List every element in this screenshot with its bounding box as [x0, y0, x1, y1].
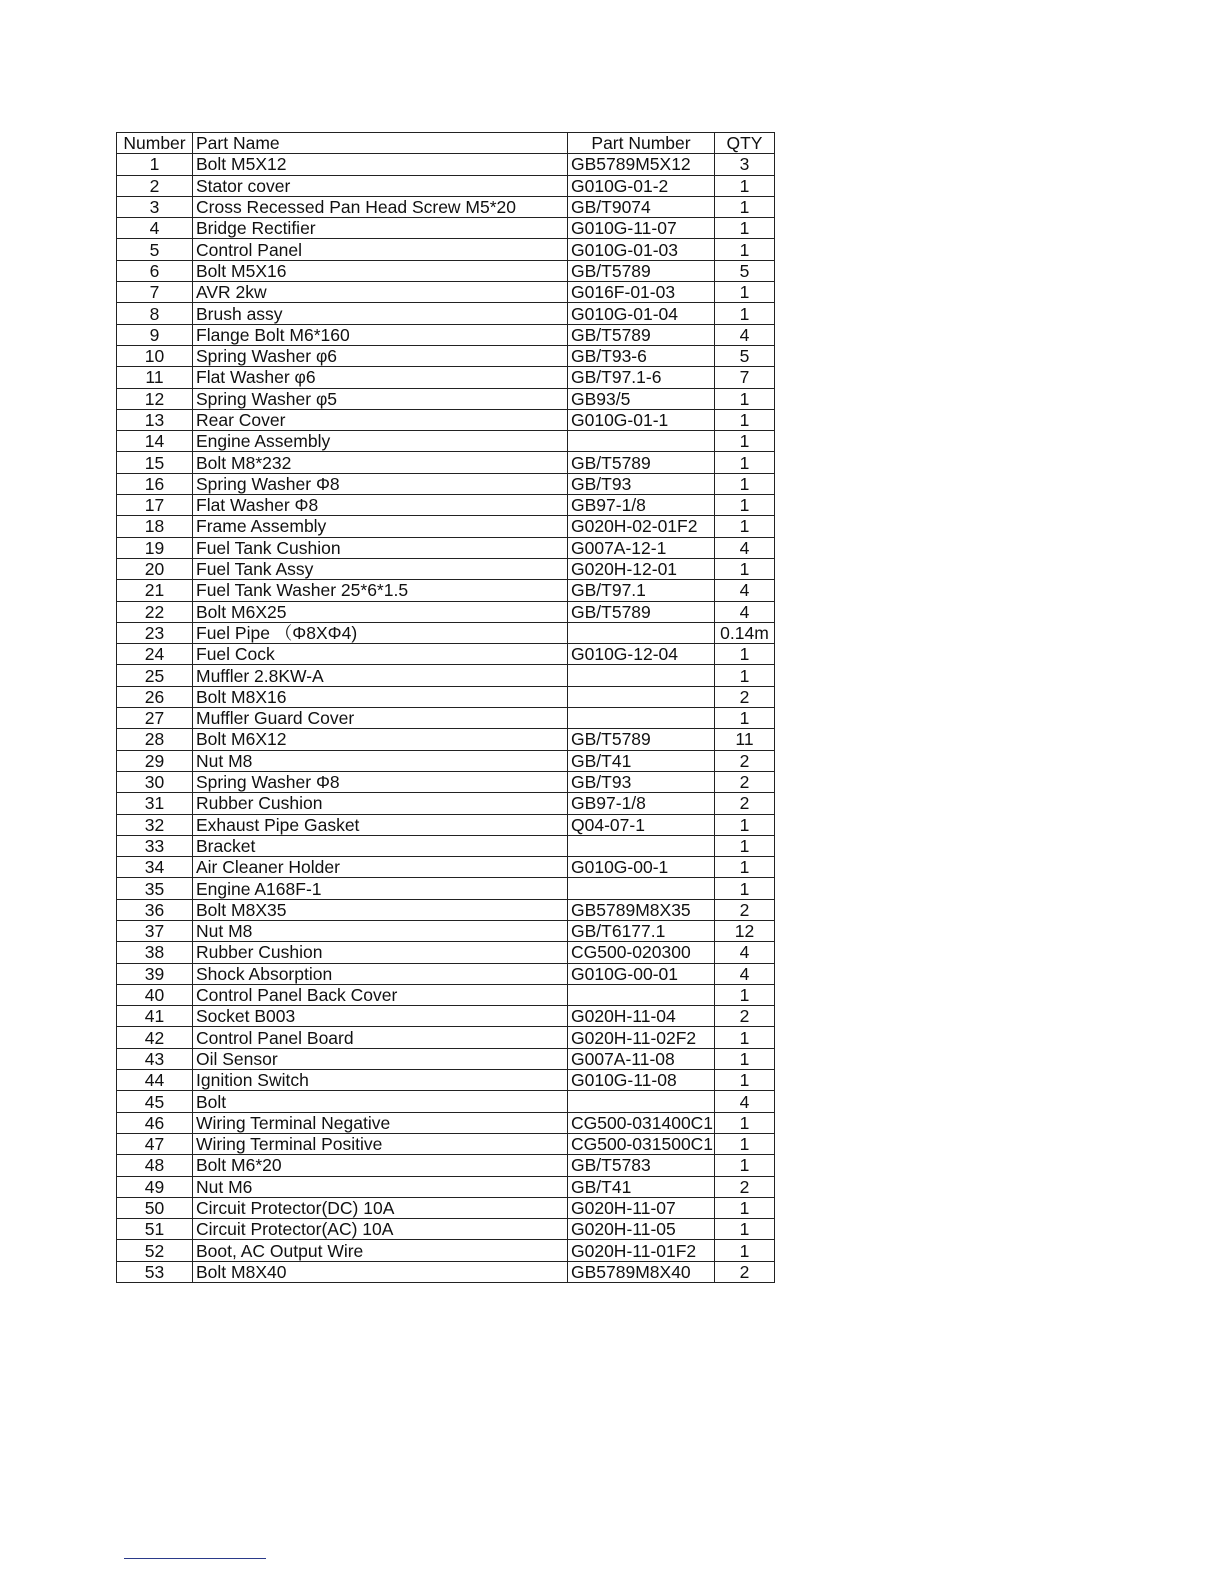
cell-part-name: Bridge Rectifier — [193, 218, 568, 239]
cell-qty: 2 — [715, 793, 775, 814]
table-row — [117, 1133, 775, 1154]
cell-number: 16 — [117, 473, 193, 494]
cell-part-number: GB/T9074 — [568, 196, 715, 217]
cell-qty: 1 — [715, 218, 775, 239]
cell-qty: 4 — [715, 537, 775, 558]
table-row — [117, 1048, 775, 1069]
cell-part-number: G007A-11-08 — [568, 1048, 715, 1069]
cell-number: 38 — [117, 942, 193, 963]
table-row — [117, 495, 775, 516]
cell-number: 18 — [117, 516, 193, 537]
table-row — [117, 984, 775, 1005]
cell-number: 35 — [117, 878, 193, 899]
cell-part-number: G020H-11-07 — [568, 1197, 715, 1218]
cell-part-number — [568, 878, 715, 899]
table-row — [117, 196, 775, 217]
cell-qty: 1 — [715, 1048, 775, 1069]
cell-part-number: CG500-031500C1 — [568, 1133, 715, 1154]
cell-part-name: Wiring Terminal Positive — [193, 1133, 568, 1154]
cell-qty: 4 — [715, 963, 775, 984]
cell-number: 33 — [117, 835, 193, 856]
table-row — [117, 644, 775, 665]
cell-part-number: G010G-12-04 — [568, 644, 715, 665]
table-row — [117, 1091, 775, 1112]
cell-part-number: G010G-01-1 — [568, 409, 715, 430]
cell-part-number — [568, 1091, 715, 1112]
header-part-number: Part Number — [568, 133, 715, 154]
cell-qty: 7 — [715, 367, 775, 388]
table-row — [117, 729, 775, 750]
cell-number: 53 — [117, 1261, 193, 1282]
table-row — [117, 708, 775, 729]
cell-part-number: GB5789M8X40 — [568, 1261, 715, 1282]
cell-part-number: GB/T41 — [568, 1176, 715, 1197]
table-row — [117, 580, 775, 601]
cell-number: 49 — [117, 1176, 193, 1197]
cell-part-number: G010G-00-01 — [568, 963, 715, 984]
table-row — [117, 1070, 775, 1091]
cell-qty: 1 — [715, 558, 775, 579]
cell-part-number: GB5789M8X35 — [568, 899, 715, 920]
cell-part-name: Spring Washer Φ8 — [193, 473, 568, 494]
table-row — [117, 601, 775, 622]
cell-part-number: G020H-11-02F2 — [568, 1027, 715, 1048]
table-row — [117, 771, 775, 792]
cell-part-name: Bolt M5X12 — [193, 154, 568, 175]
cell-number: 51 — [117, 1219, 193, 1240]
cell-part-name: Flange Bolt M6*160 — [193, 324, 568, 345]
cell-qty: 1 — [715, 175, 775, 196]
cell-qty: 1 — [715, 665, 775, 686]
cell-number: 44 — [117, 1070, 193, 1091]
table-row — [117, 1197, 775, 1218]
cell-part-number: GB/T93 — [568, 473, 715, 494]
cell-part-number: GB/T5789 — [568, 729, 715, 750]
cell-number: 24 — [117, 644, 193, 665]
cell-number: 45 — [117, 1091, 193, 1112]
cell-number: 15 — [117, 452, 193, 473]
cell-number: 52 — [117, 1240, 193, 1261]
cell-number: 31 — [117, 793, 193, 814]
cell-part-name: Muffler Guard Cover — [193, 708, 568, 729]
cell-number: 46 — [117, 1112, 193, 1133]
cell-qty: 1 — [715, 857, 775, 878]
cell-part-name: Socket B003 — [193, 1006, 568, 1027]
cell-qty: 1 — [715, 1197, 775, 1218]
cell-number: 1 — [117, 154, 193, 175]
cell-qty: 1 — [715, 878, 775, 899]
cell-qty: 1 — [715, 196, 775, 217]
table-row — [117, 260, 775, 281]
cell-qty: 1 — [715, 282, 775, 303]
cell-qty: 1 — [715, 984, 775, 1005]
cell-part-name: Engine A168F-1 — [193, 878, 568, 899]
table-row — [117, 814, 775, 835]
cell-number: 5 — [117, 239, 193, 260]
table-row — [117, 1006, 775, 1027]
cell-qty: 4 — [715, 580, 775, 601]
table-row — [117, 1261, 775, 1282]
table-row — [117, 1155, 775, 1176]
table-row — [117, 665, 775, 686]
cell-part-number: G020H-11-01F2 — [568, 1240, 715, 1261]
cell-part-name: Fuel Tank Washer 25*6*1.5 — [193, 580, 568, 601]
cell-part-number: GB/T5789 — [568, 601, 715, 622]
cell-part-number: CG500-020300 — [568, 942, 715, 963]
table-row — [117, 282, 775, 303]
cell-number: 11 — [117, 367, 193, 388]
table-row — [117, 452, 775, 473]
cell-number: 48 — [117, 1155, 193, 1176]
table-row — [117, 537, 775, 558]
cell-part-name: Oil Sensor — [193, 1048, 568, 1069]
table-row — [117, 920, 775, 941]
cell-part-name: Bolt M8X16 — [193, 686, 568, 707]
cell-part-name: AVR 2kw — [193, 282, 568, 303]
cell-qty: 2 — [715, 686, 775, 707]
cell-number: 40 — [117, 984, 193, 1005]
cell-part-number: G020H-11-04 — [568, 1006, 715, 1027]
table-row — [117, 750, 775, 771]
cell-part-number: GB/T41 — [568, 750, 715, 771]
table-row — [117, 686, 775, 707]
cell-qty: 4 — [715, 601, 775, 622]
table-row — [117, 963, 775, 984]
cell-qty: 2 — [715, 771, 775, 792]
header-number: Number — [117, 133, 193, 154]
cell-part-name: Fuel Tank Assy — [193, 558, 568, 579]
table-row — [117, 835, 775, 856]
cell-part-number — [568, 984, 715, 1005]
table-body — [117, 154, 775, 1283]
table-row — [117, 324, 775, 345]
cell-part-number: G010G-01-2 — [568, 175, 715, 196]
cell-part-name: Rear Cover — [193, 409, 568, 430]
cell-number: 3 — [117, 196, 193, 217]
cell-part-name: Nut M8 — [193, 750, 568, 771]
cell-qty: 5 — [715, 260, 775, 281]
cell-part-number: GB/T93-6 — [568, 345, 715, 366]
cell-part-name: Rubber Cushion — [193, 793, 568, 814]
cell-part-number: G010G-00-1 — [568, 857, 715, 878]
table-row — [117, 1240, 775, 1261]
cell-number: 47 — [117, 1133, 193, 1154]
cell-qty: 1 — [715, 1240, 775, 1261]
table-row — [117, 558, 775, 579]
cell-part-name: Control Panel Back Cover — [193, 984, 568, 1005]
cell-qty: 1 — [715, 1027, 775, 1048]
cell-number: 41 — [117, 1006, 193, 1027]
cell-part-number: GB93/5 — [568, 388, 715, 409]
cell-part-name: Control Panel — [193, 239, 568, 260]
cell-part-number: GB97-1/8 — [568, 793, 715, 814]
cell-number: 28 — [117, 729, 193, 750]
cell-part-number: GB/T5783 — [568, 1155, 715, 1176]
cell-qty: 1 — [715, 1219, 775, 1240]
cell-part-name: Frame Assembly — [193, 516, 568, 537]
cell-part-name: Boot, AC Output Wire — [193, 1240, 568, 1261]
cell-part-name: Bolt M6X25 — [193, 601, 568, 622]
cell-part-name: Air Cleaner Holder — [193, 857, 568, 878]
cell-part-name: Exhaust Pipe Gasket — [193, 814, 568, 835]
cell-qty: 4 — [715, 324, 775, 345]
table-row — [117, 878, 775, 899]
cell-qty: 12 — [715, 920, 775, 941]
cell-part-number: GB/T97.1-6 — [568, 367, 715, 388]
cell-part-name: Nut M8 — [193, 920, 568, 941]
table-row — [117, 1027, 775, 1048]
header-part-name: Part Name — [193, 133, 568, 154]
cell-number: 37 — [117, 920, 193, 941]
table-row — [117, 857, 775, 878]
cell-part-name: Control Panel Board — [193, 1027, 568, 1048]
cell-qty: 1 — [715, 452, 775, 473]
cell-number: 6 — [117, 260, 193, 281]
cell-number: 30 — [117, 771, 193, 792]
cell-part-number: GB/T5789 — [568, 324, 715, 345]
cell-qty: 3 — [715, 154, 775, 175]
cell-qty: 0.14m — [715, 622, 775, 643]
cell-part-number: G010G-11-08 — [568, 1070, 715, 1091]
cell-part-number: CG500-031400C1 — [568, 1112, 715, 1133]
cell-number: 43 — [117, 1048, 193, 1069]
cell-number: 7 — [117, 282, 193, 303]
cell-number: 9 — [117, 324, 193, 345]
cell-qty: 1 — [715, 1155, 775, 1176]
cell-number: 14 — [117, 431, 193, 452]
cell-qty: 1 — [715, 516, 775, 537]
table-row — [117, 622, 775, 643]
table-row — [117, 218, 775, 239]
cell-part-number — [568, 665, 715, 686]
cell-part-name: Spring Washer φ5 — [193, 388, 568, 409]
cell-qty: 2 — [715, 1176, 775, 1197]
table-row — [117, 367, 775, 388]
cell-part-number — [568, 686, 715, 707]
table-row — [117, 1219, 775, 1240]
cell-number: 27 — [117, 708, 193, 729]
cell-number: 13 — [117, 409, 193, 430]
cell-number: 20 — [117, 558, 193, 579]
cell-part-name: Fuel Pipe （Φ8XΦ4) — [193, 622, 568, 643]
cell-part-number: GB/T5789 — [568, 260, 715, 281]
cell-part-name: Flat Washer φ6 — [193, 367, 568, 388]
cell-part-number — [568, 622, 715, 643]
cell-part-name: Fuel Tank Cushion — [193, 537, 568, 558]
cell-part-number — [568, 431, 715, 452]
cell-number: 36 — [117, 899, 193, 920]
cell-part-number: G020H-02-01F2 — [568, 516, 715, 537]
cell-qty: 11 — [715, 729, 775, 750]
cell-part-number: GB/T97.1 — [568, 580, 715, 601]
cell-part-number: G010G-01-03 — [568, 239, 715, 260]
cell-part-name: Spring Washer φ6 — [193, 345, 568, 366]
cell-number: 39 — [117, 963, 193, 984]
cell-qty: 1 — [715, 835, 775, 856]
cell-part-name: Engine Assembly — [193, 431, 568, 452]
cell-part-name: Nut M6 — [193, 1176, 568, 1197]
cell-number: 19 — [117, 537, 193, 558]
table-row — [117, 1176, 775, 1197]
table-row — [117, 409, 775, 430]
parts-list-table — [116, 132, 775, 1283]
cell-qty: 2 — [715, 750, 775, 771]
cell-part-name: Circuit Protector(AC) 10A — [193, 1219, 568, 1240]
cell-number: 23 — [117, 622, 193, 643]
cell-part-number: G007A-12-1 — [568, 537, 715, 558]
cell-part-name: Flat Washer Φ8 — [193, 495, 568, 516]
cell-part-name: Bolt M8*232 — [193, 452, 568, 473]
cell-part-name: Cross Recessed Pan Head Screw M5*20 — [193, 196, 568, 217]
cell-part-name: Bolt M8X35 — [193, 899, 568, 920]
cell-qty: 2 — [715, 899, 775, 920]
cell-qty: 1 — [715, 1133, 775, 1154]
table-row — [117, 1112, 775, 1133]
cell-part-number — [568, 708, 715, 729]
cell-qty: 1 — [715, 495, 775, 516]
cell-number: 12 — [117, 388, 193, 409]
header-qty: QTY — [715, 133, 775, 154]
cell-qty: 1 — [715, 644, 775, 665]
cell-number: 17 — [117, 495, 193, 516]
cell-qty: 1 — [715, 708, 775, 729]
cell-qty: 2 — [715, 1261, 775, 1282]
cell-number: 32 — [117, 814, 193, 835]
cell-qty: 1 — [715, 388, 775, 409]
cell-part-name: Bracket — [193, 835, 568, 856]
cell-part-number: GB/T93 — [568, 771, 715, 792]
cell-qty: 4 — [715, 942, 775, 963]
cell-number: 50 — [117, 1197, 193, 1218]
cell-part-name: Wiring Terminal Negative — [193, 1112, 568, 1133]
cell-part-number: Q04-07-1 — [568, 814, 715, 835]
table-row — [117, 388, 775, 409]
cell-part-number: GB/T5789 — [568, 452, 715, 473]
cell-part-name: Muffler 2.8KW-A — [193, 665, 568, 686]
cell-part-name: Ignition Switch — [193, 1070, 568, 1091]
cell-part-name: Spring Washer Φ8 — [193, 771, 568, 792]
table-row — [117, 303, 775, 324]
cell-number: 10 — [117, 345, 193, 366]
table-header-row — [117, 133, 775, 154]
cell-part-number: GB/T6177.1 — [568, 920, 715, 941]
cell-number: 26 — [117, 686, 193, 707]
table-row — [117, 793, 775, 814]
cell-qty: 1 — [715, 409, 775, 430]
cell-number: 25 — [117, 665, 193, 686]
cell-number: 8 — [117, 303, 193, 324]
footer-divider — [124, 1558, 266, 1559]
table-row — [117, 175, 775, 196]
cell-qty: 1 — [715, 239, 775, 260]
cell-qty: 1 — [715, 814, 775, 835]
cell-qty: 5 — [715, 345, 775, 366]
cell-qty: 1 — [715, 473, 775, 494]
table-row — [117, 899, 775, 920]
cell-part-number: GB5789M5X12 — [568, 154, 715, 175]
table-row — [117, 431, 775, 452]
table-row — [117, 942, 775, 963]
cell-number: 2 — [117, 175, 193, 196]
cell-number: 29 — [117, 750, 193, 771]
cell-number: 4 — [117, 218, 193, 239]
cell-part-name: Bolt M5X16 — [193, 260, 568, 281]
cell-part-name: Brush assy — [193, 303, 568, 324]
cell-qty: 1 — [715, 431, 775, 452]
table-row — [117, 239, 775, 260]
table-row — [117, 345, 775, 366]
cell-part-name: Rubber Cushion — [193, 942, 568, 963]
cell-part-name: Bolt M6*20 — [193, 1155, 568, 1176]
cell-qty: 1 — [715, 1070, 775, 1091]
cell-part-name: Circuit Protector(DC) 10A — [193, 1197, 568, 1218]
cell-part-name: Bolt — [193, 1091, 568, 1112]
cell-part-name: Bolt M8X40 — [193, 1261, 568, 1282]
cell-number: 42 — [117, 1027, 193, 1048]
cell-part-name: Fuel Cock — [193, 644, 568, 665]
cell-part-number — [568, 835, 715, 856]
cell-part-number: GB97-1/8 — [568, 495, 715, 516]
cell-part-number: G020H-12-01 — [568, 558, 715, 579]
cell-qty: 1 — [715, 1112, 775, 1133]
cell-number: 22 — [117, 601, 193, 622]
cell-qty: 1 — [715, 303, 775, 324]
cell-part-number: G016F-01-03 — [568, 282, 715, 303]
cell-number: 34 — [117, 857, 193, 878]
cell-part-name: Shock Absorption — [193, 963, 568, 984]
table-row — [117, 516, 775, 537]
cell-part-number: G010G-01-04 — [568, 303, 715, 324]
cell-part-name: Stator cover — [193, 175, 568, 196]
cell-part-name: Bolt M6X12 — [193, 729, 568, 750]
cell-part-number: G020H-11-05 — [568, 1219, 715, 1240]
cell-part-number: G010G-11-07 — [568, 218, 715, 239]
cell-number: 21 — [117, 580, 193, 601]
table-row — [117, 473, 775, 494]
table-row — [117, 154, 775, 175]
cell-qty: 2 — [715, 1006, 775, 1027]
cell-qty: 4 — [715, 1091, 775, 1112]
